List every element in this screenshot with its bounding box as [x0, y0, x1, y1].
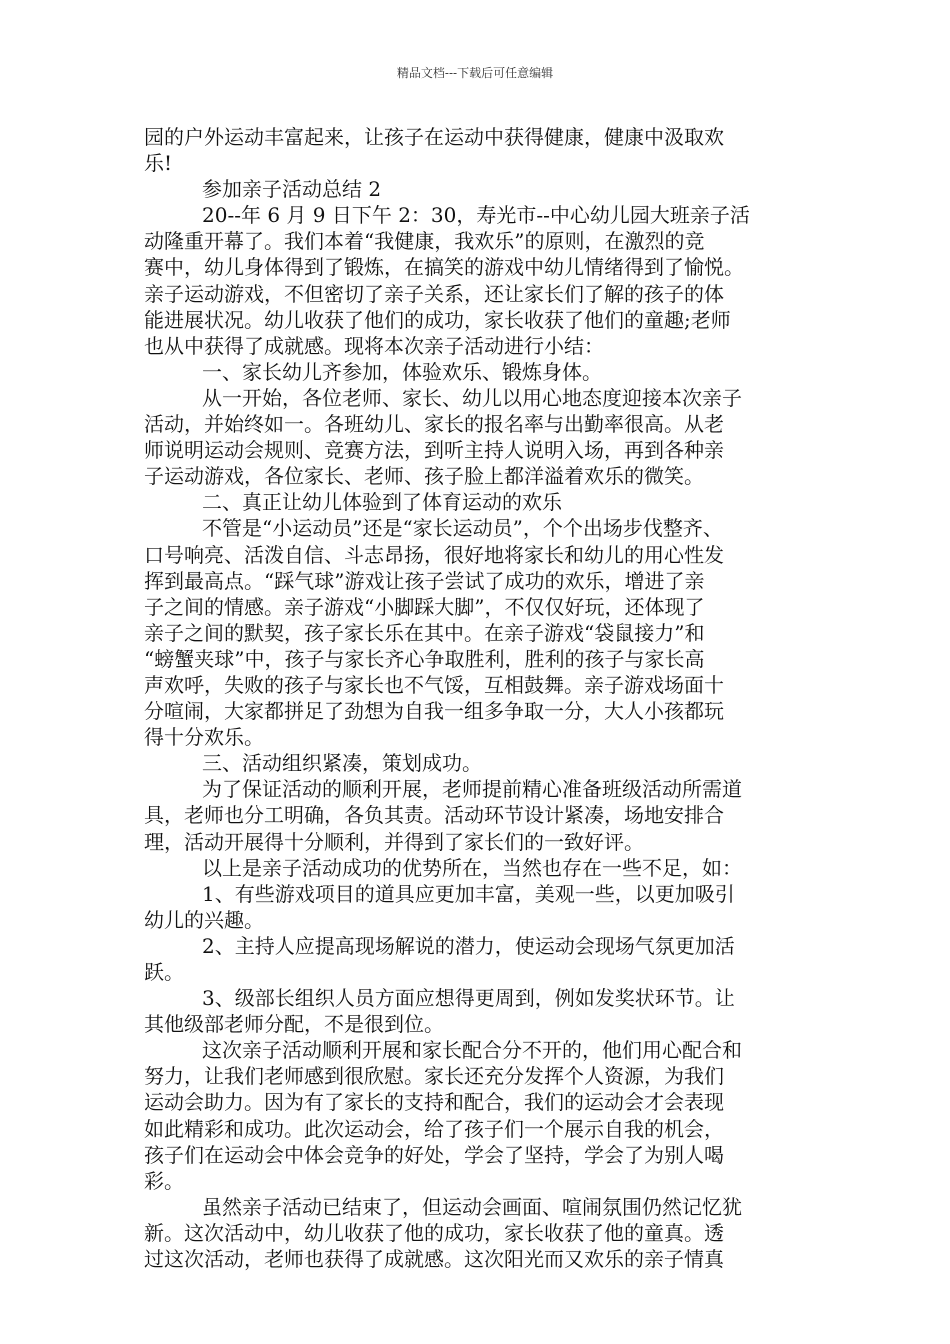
- text-line: 这次亲子活动顺利开展和家长配合分不开的，他们用心配合和: [202, 1038, 742, 1063]
- text-line: 三、活动组织紧凑，策划成功。: [202, 751, 482, 776]
- text-line: 声欢呼，失败的孩子与家长也不气馁，互相鼓舞。亲子游戏场面十: [144, 672, 724, 697]
- text-line: 运动会助力。因为有了家长的支持和配合，我们的运动会才会表现: [144, 1090, 724, 1115]
- text-line: 不管是“小运动员”还是“家长运动员”，个个出场步伐整齐、: [202, 516, 723, 541]
- text-line: 乐!: [144, 151, 173, 176]
- text-line: 亲子运动游戏，不但密切了亲子关系，还让家长们了解的孩子的体: [144, 281, 724, 306]
- text-line: 口号响亮、活泼自信、斗志昂扬，很好地将家长和幼儿的用心性发: [144, 542, 724, 567]
- text-line: 孩子们在运动会中体会竞争的好处，学会了坚持，学会了为别人喝: [144, 1142, 724, 1167]
- text-line: 参加亲子活动总结 2: [202, 177, 382, 202]
- text-line: 挥到最高点。“踩气球”游戏让孩子尝试了成功的欢乐，增进了亲: [144, 568, 705, 593]
- text-line: 跃。: [144, 960, 184, 984]
- page-header: 精品文档---下载后可任意编辑: [396, 66, 554, 80]
- text-line: 子之间的情感。亲子游戏“小脚踩大脚”，不仅仅好玩，还体现了: [144, 594, 705, 619]
- text-line: 3、级部长组织人员方面应想得更周到，例如发奖状环节。让: [202, 986, 735, 1011]
- text-line: 其他级部老师分配，不是很到位。: [144, 1012, 444, 1037]
- text-line: 师说明运动会规则、竞赛方法，到听主持人说明入场，再到各种亲: [144, 438, 724, 463]
- text-line: 动隆重开幕了。我们本着“我健康，我欢乐”的原则，在激烈的竞: [144, 229, 705, 254]
- text-line: 1、有些游戏项目的道具应更加丰富，美观一些，以更加吸引: [202, 881, 735, 906]
- text-line: 活动，并始终如一。各班幼儿、家长的报名率与出勤率很高。从老: [144, 412, 724, 437]
- text-line: 虽然亲子活动已结束了，但运动会画面、喧闹氛围仍然记忆犹: [202, 1194, 742, 1219]
- text-line: 子运动游戏，各位家长、老师、孩子脸上都洋溢着欢乐的微笑。: [144, 464, 704, 489]
- text-line: 分喧闹，大家都拼足了劲想为自我一组多争取一分，大人小孩都玩: [144, 699, 724, 724]
- text-line: 努力，让我们老师感到很欣慰。家长还充分发挥个人资源，为我们: [144, 1064, 724, 1089]
- body-text: [144, 124, 750, 1272]
- text-line: 亲子之间的默契，孩子家长乐在其中。在亲子游戏“袋鼠接力”和: [144, 620, 705, 645]
- text-line: 以上是亲子活动成功的优势所在，当然也存在一些不足，如：: [202, 855, 742, 880]
- text-line: 一、家长幼儿齐参加，体验欢乐、锻炼身体。: [202, 359, 602, 384]
- text-line: 也从中获得了成就感。现将本次亲子活动进行小结：: [144, 333, 604, 358]
- text-line: 20--年 6 月 9 日下午 2：30，寿光市--中心幼儿园大班亲子活: [202, 203, 750, 228]
- text-line: 得十分欢乐。: [144, 725, 264, 750]
- text-line: 过这次活动，老师也获得了成就感。这次阳光而又欢乐的亲子情真: [144, 1247, 724, 1272]
- text-line: 幼儿的兴趣。: [144, 907, 264, 932]
- text-line: 2、主持人应提高现场解说的潜力，使运动会现场气氛更加活: [202, 933, 735, 958]
- text-line: 园的户外运动丰富起来，让孩子在运动中获得健康，健康中汲取欢: [144, 125, 724, 149]
- text-line: 理，活动开展得十分顺利，并得到了家长们的一致好评。: [144, 829, 644, 854]
- text-line: 二、真正让幼儿体验到了体育运动的欢乐: [202, 490, 562, 515]
- text-line: 彩。: [144, 1168, 184, 1193]
- text-line: 赛中，幼儿身体得到了锻炼，在搞笑的游戏中幼儿情绪得到了愉悦。: [144, 255, 744, 280]
- text-line: 具，老师也分工明确，各负其责。活动环节设计紧凑，场地安排合: [144, 803, 724, 828]
- text-line: 为了保证活动的顺利开展，老师提前精心准备班级活动所需道: [202, 777, 742, 802]
- text-line: 从一开始，各位老师、家长、幼儿以用心地态度迎接本次亲子: [202, 385, 742, 410]
- text-line: 新。这次活动中，幼儿收获了他的成功，家长收获了他的童真。透: [144, 1220, 724, 1245]
- text-line: 能进展状况。幼儿收获了他们的成功，家长收获了他们的童趣;老师: [144, 307, 731, 332]
- text-line: “螃蟹夹球”中，孩子与家长齐心争取胜利，胜利的孩子与家长高: [144, 646, 705, 671]
- text-line: 如此精彩和成功。此次运动会，给了孩子们一个展示自我的机会，: [144, 1116, 724, 1141]
